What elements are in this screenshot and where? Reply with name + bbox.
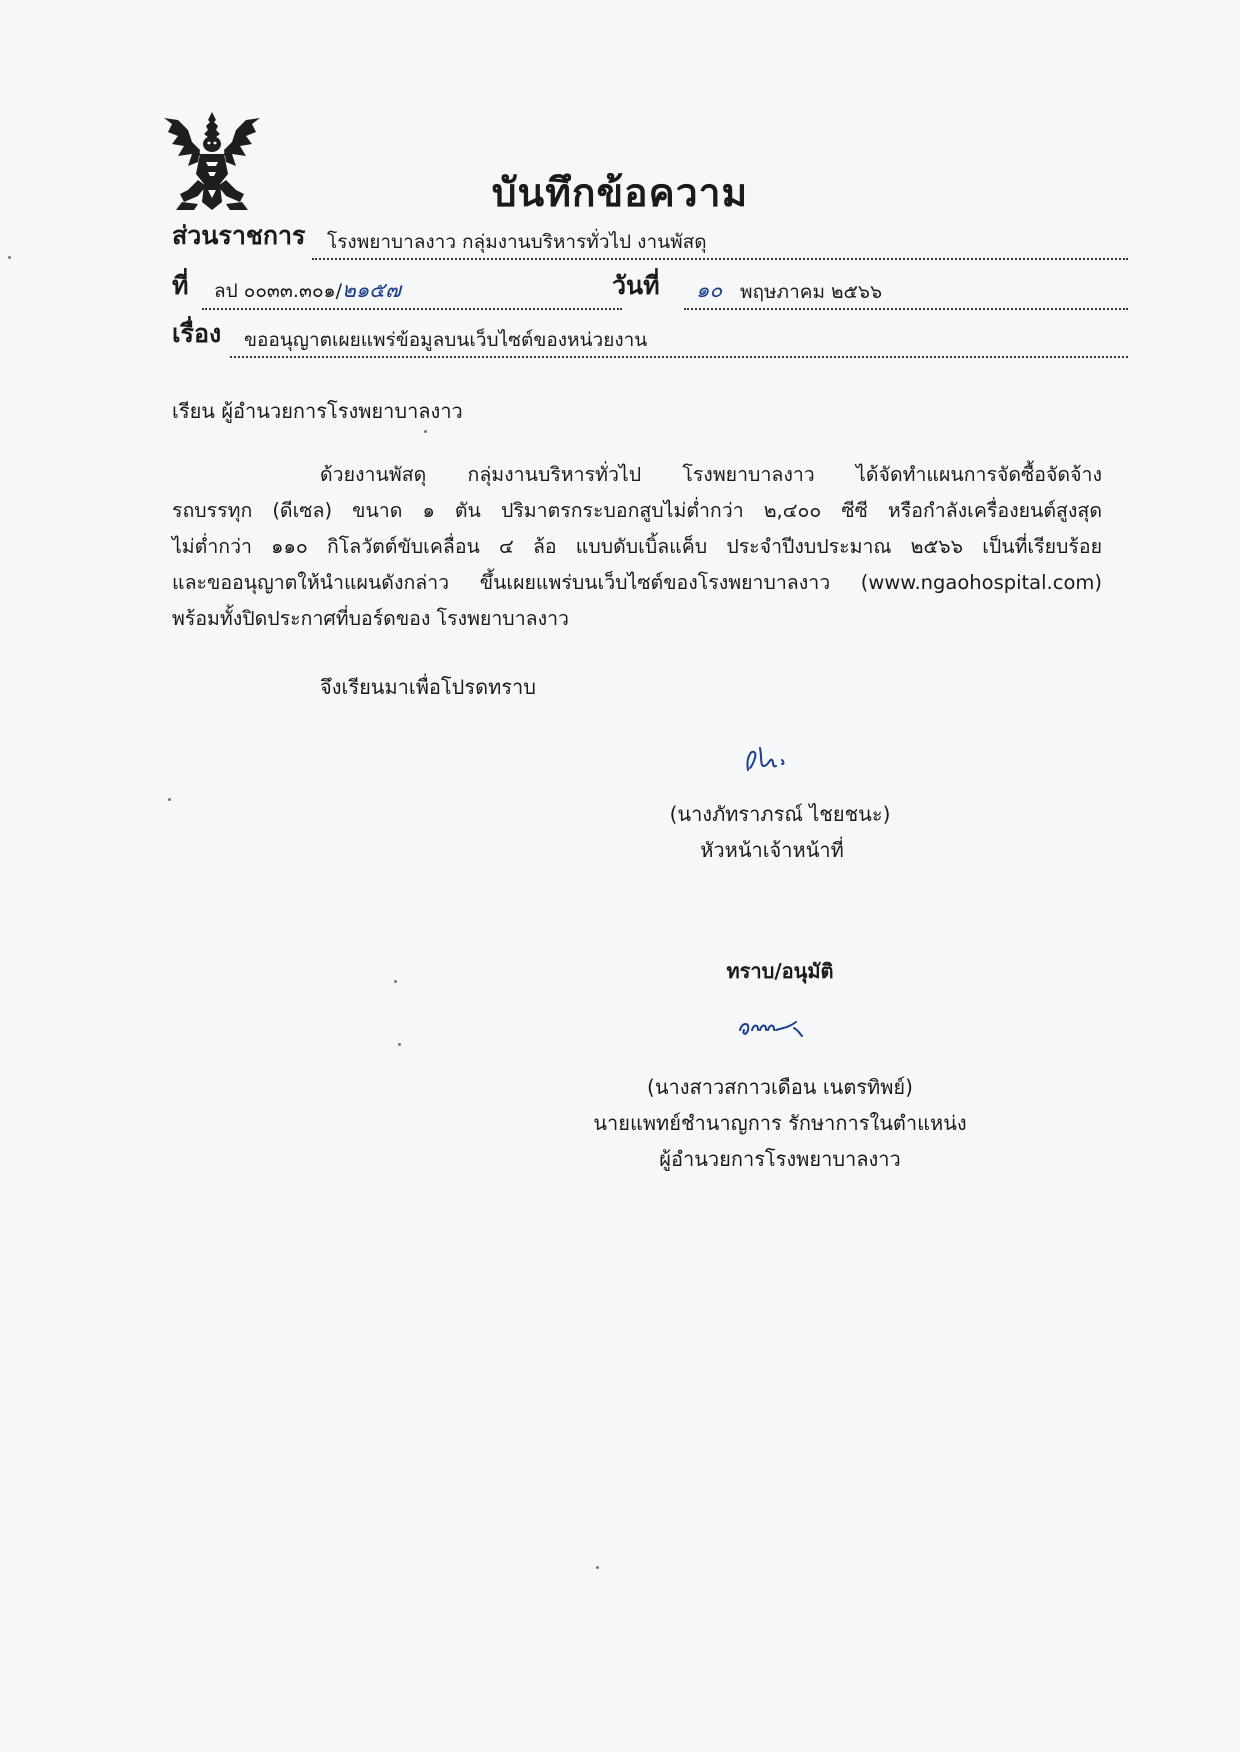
body-line-5: พร้อมทั้งปิดประกาศที่บอร์ดของ โรงพยาบาลงาว [172,607,570,630]
approval-label: ทราบ/อนุมัติ [726,959,834,983]
ref-handwritten-number: ๒๑๕๗ [342,278,401,302]
signer-1-name: (นางภัทราภรณ์ ไชยชนะ) [669,802,891,826]
date-day-handwritten: ๑๐ [696,278,723,302]
signer-2-position-1: นายแพทย์ชำนาญการ รักษาการในตำแหน่ง [593,1111,967,1135]
scan-speck [424,430,427,433]
body-line-1: ด้วยงานพัสดุ กลุ่มงานบริหารทั่วไป โรงพยาบาลงาว ได้จัดทำแผนการจัดซื้อจัดจ้าง [320,463,1102,486]
agency-value: โรงพยาบาลงาว กลุ่มงานบริหารทั่วไป งานพัสดุ [327,231,707,253]
scan-speck [398,1043,401,1046]
body-line-2: รถบรรทุก (ดีเซล) ขนาด ๑ ตัน ปริมาตรกระบอกสูบไม่ต่ำกว่า ๒,๔๐๐ ซีซี หรือกำลังเครื่องยนต์สูงสุด [172,499,1102,522]
ref-dotted-line [202,308,622,310]
body-line-4: และขออนุญาตให้นำแผนดังกล่าว ขึ้นเผยแพร่บนเว็บไซต์ของโรงพยาบาลงาว (www.ngaohospital.com) [172,571,1102,594]
date-label: วันที่ [612,271,660,300]
signer-1-position: หัวหน้าเจ้าหน้าที่ [700,838,844,862]
scan-speck [168,798,171,801]
body-line-3: ไม่ต่ำกว่า ๑๑๐ กิโลวัตต์ขับเคลื่อน ๔ ล้อ แบบดับเบิ้ลแค็บ ประจำปีงบประมาณ ๒๕๖๖ เป็นที่เรียบร้อย [172,535,1102,558]
signature-1-image [740,740,820,778]
scan-speck [8,256,11,259]
agency-row [172,221,1128,260]
body-paragraph [172,457,1102,637]
date-dotted-line [684,308,1128,310]
subject-value: ขออนุญาตเผยแพร่ข้อมูลบนเว็บไซต์ของหน่วยงาน [244,329,648,351]
ref-value [214,274,401,307]
signature-2-image [736,1012,826,1046]
agency-label: ส่วนราชการ [172,221,306,250]
ref-date-row [172,271,1128,310]
subject-dotted-line [230,356,1128,358]
agency-dotted-line [312,258,1128,260]
date-month-year: พฤษภาคม ๒๕๖๖ [740,281,883,303]
scan-speck [394,980,397,983]
memo-title: บันทึกข้อความ [491,171,749,216]
ref-printed: ลป ๐๐๓๓.๓๐๑/ [214,280,342,302]
subject-label: เรื่อง [172,319,222,348]
signer-2-name: (นางสาวสกาวเดือน เนตรทิพย์) [647,1075,913,1099]
signer-2-position-2: ผู้อำนวยการโรงพยาบาลงาว [659,1147,901,1171]
scan-speck [596,1566,599,1569]
ref-label: ที่ [172,271,189,300]
subject-row [172,319,1128,358]
closing-line: จึงเรียนมาเพื่อโปรดทราบ [320,675,536,699]
signer-1-block [600,796,960,868]
signer-2-block [540,1069,1020,1177]
salutation: เรียน ผู้อำนวยการโรงพยาบาลงาว [172,399,463,423]
